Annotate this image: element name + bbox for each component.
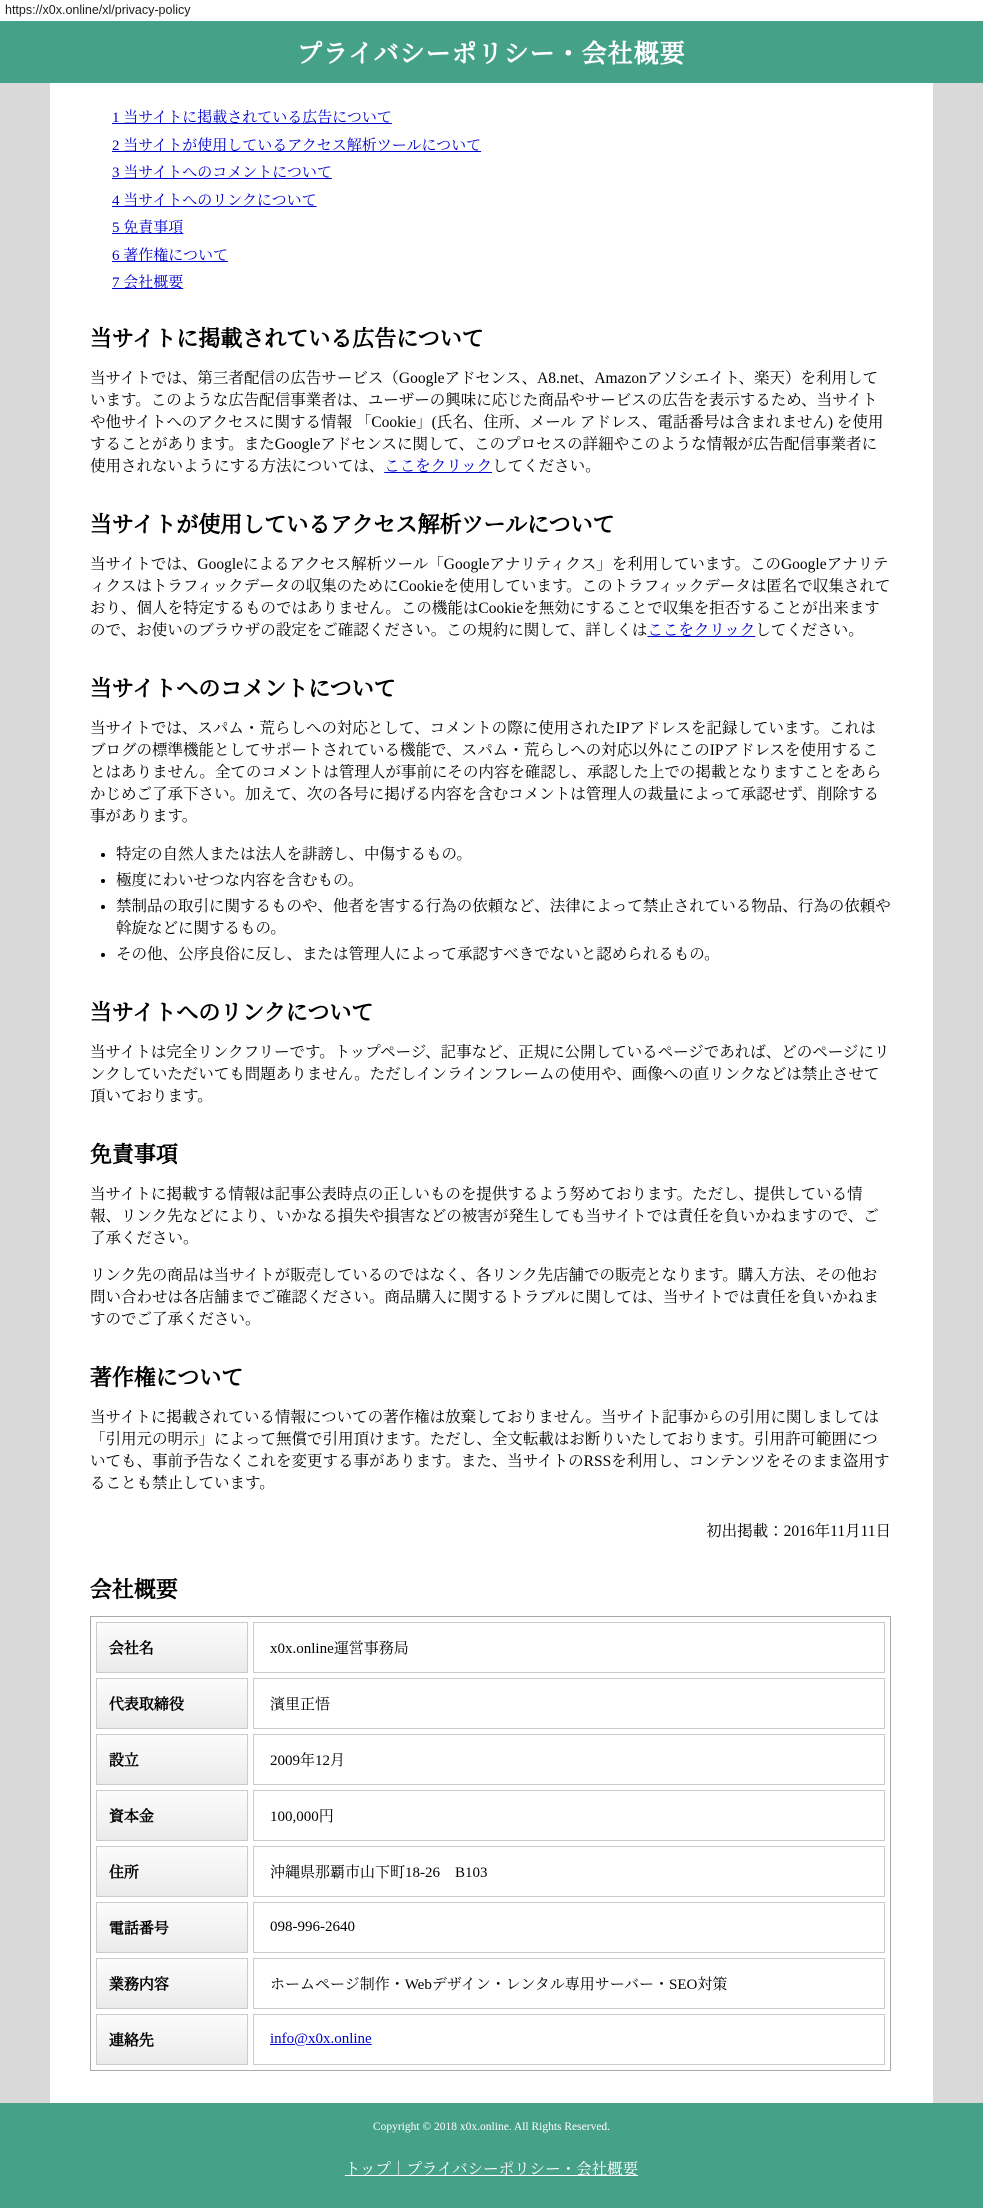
table-row — [96, 1846, 885, 1897]
body-text: してください。 — [492, 458, 601, 475]
list-item: • 禁制品の取引に関するものや、他者を害する行為の依頼など、法律によって禁止されている物品、行為の依頼や斡旋などに関するもの。 — [116, 896, 891, 940]
body-text: 当サイトでは、第三者配信の広告サービス（Googleアドセンス、A8.net、Amazonアソシエイト、楽天）を利用しています。このような広告配信事業者は、ユーザーの興味に応じた商品やサービスの広告を表示するため、当サイトや他サイトへのアクセスに関する情報 「Cookie」(氏名、住所、メール アドレス、電話番号は含まれません) を使用することがあります。またGoogleアドセンスに関して、このプロセスの詳細やこのような情報が広告配信事業者に使用されないようにする方法については、 — [90, 370, 884, 475]
section-copyright-heading: 著作権について — [90, 1365, 244, 1390]
comment-rules-list — [90, 844, 891, 966]
list-item: • 極度にわいせつな内容を含むもの。 — [116, 870, 891, 892]
section-ads-heading: 当サイトに掲載されている広告について — [90, 326, 485, 351]
company-ceo-label: 代表取締役 — [96, 1678, 248, 1729]
footer-nav — [0, 2159, 983, 2181]
page-header — [0, 21, 983, 83]
first-published-date: 初出掲載：2016年11月11日 — [706, 1523, 891, 1540]
section-analytics-body — [90, 554, 891, 642]
toc-link-analytics[interactable]: 2 当サイトが使用しているアクセス解析ツールについて — [112, 137, 482, 154]
toc-link-disclaimer[interactable]: 5 免責事項 — [112, 220, 184, 236]
table-of-contents — [90, 109, 891, 292]
toc-item — [112, 274, 891, 292]
company-phone-label: 電話番号 — [96, 1902, 248, 1953]
company-contact-label: 連絡先 — [96, 2014, 248, 2065]
toc-link-comments[interactable]: 3 当サイトへのコメントについて — [112, 165, 332, 181]
toc-link-copyright[interactable]: 6 著作権について — [112, 247, 228, 264]
company-info-table — [90, 1616, 891, 2071]
company-business-label: 業務内容 — [96, 1958, 248, 2009]
section-disclaimer-body2: リンク先の商品は当サイトが販売しているのではなく、各リンク先店舗での販売となります。購入方法、その他お問い合わせは各店舗までご確認ください。商品購入に関するトラブルに関しては、当サイトでは責任を負いかねますのでご了承ください。 — [90, 1267, 879, 1328]
company-ceo-value: 濱里正悟 — [253, 1678, 885, 1729]
section-ads — [90, 322, 891, 478]
toc-link-company[interactable]: 7 会社概要 — [112, 275, 184, 291]
table-row — [96, 1902, 885, 1953]
company-name-label: 会社名 — [96, 1622, 248, 1673]
toc-item — [112, 192, 891, 210]
footer-nav-separator: ｜ — [390, 2160, 407, 2178]
company-address-value: 沖縄県那覇市山下町18-26 B103 — [253, 1846, 885, 1897]
section-company — [90, 1573, 891, 2071]
table-row — [96, 1958, 885, 2009]
company-phone-value: 098-996-2640 — [253, 1902, 885, 1953]
toc-item — [112, 137, 891, 155]
footer-link-top[interactable]: トップ — [344, 2160, 391, 2178]
list-item: • その他、公序良俗に反し、または管理人によって承認すべきでないと認められるもの。 — [116, 944, 891, 966]
toc-item — [112, 247, 891, 265]
page-footer — [0, 2103, 983, 2208]
toc-item — [112, 109, 891, 127]
section-disclaimer-body1: 当サイトに掲載する情報は記事公表時点の正しいものを提供するよう努めております。ただし、提供している情報、リンク先などにより、いかなる損失や損害などの被害が発生しても当サイトでは責任を負いかねますので、ご了承ください。 — [90, 1186, 879, 1247]
table-row — [96, 1734, 885, 1785]
section-disclaimer-heading: 免責事項 — [90, 1142, 179, 1167]
company-contact-value — [253, 2014, 885, 2065]
copyright-notice: Copyright © 2018 x0x.online. All Rights Reserved. — [372, 2121, 611, 2133]
ads-optout-link[interactable]: ここをクリック — [384, 458, 493, 475]
page-title: プライバシーポリシー・会社概要 — [297, 40, 686, 68]
section-analytics — [90, 508, 891, 642]
body-text: してください。 — [755, 622, 864, 639]
list-item: • 特定の自然人または法人を誹謗し、中傷するもの。 — [116, 844, 891, 866]
company-founded-label: 設立 — [96, 1734, 248, 1785]
content-area — [50, 83, 933, 2103]
section-analytics-heading: 当サイトが使用しているアクセス解析ツールについて — [90, 512, 615, 537]
footer-link-privacy-policy[interactable]: プライバシーポリシー・会社概要 — [406, 2160, 639, 2178]
section-copyright-body: 当サイトに掲載されている情報についての著作権は放棄しておりません。当サイト記事からの引用に関しましては「引用元の明示」によって無償で引用頂けます。ただし、全文転載はお断りいたしております。引用許可範囲についても、事前予告なくこれを変更する事があります。また、当サイトのRSSを利用し、コンテンツをそのまま盗用することも禁止しています。 — [90, 1409, 890, 1492]
table-row — [96, 1622, 885, 1673]
section-links-heading: 当サイトへのリンクについて — [90, 1000, 374, 1025]
toc-link-links[interactable]: 4 当サイトへのリンクについて — [112, 192, 317, 209]
section-links-body: 当サイトは完全リンクフリーです。トップページ、記事など、正規に公開しているページであれば、どのページにリンクしていただいても問題ありません。ただしインラインフレームの使用や、画像への直リンクなどは禁止させて頂いております。 — [90, 1044, 890, 1105]
company-address-label: 住所 — [96, 1846, 248, 1897]
table-row — [96, 2014, 885, 2065]
body-text: 当サイトでは、Googleによるアクセス解析ツール「Googleアナリティクス」を利用しています。このGoogleアナリティクスはトラフィックデータの収集のためにCookieを使用しています。このトラフィックデータは匿名で収集されており、個人を特定するものではありません。この機能はCookieを無効にすることで収集を拒否することが出来ますので、お使いのブラウザの設定をご確認ください。この規約に関して、詳しくは — [90, 556, 891, 639]
company-capital-value: 100,000円 — [253, 1790, 885, 1841]
company-name-value: x0x.online運営事務局 — [253, 1622, 885, 1673]
section-ads-body — [90, 368, 891, 478]
section-comments-heading: 当サイトへのコメントについて — [90, 676, 397, 701]
section-disclaimer — [90, 1138, 891, 1331]
section-company-heading: 会社概要 — [90, 1577, 179, 1602]
browser-url: https://x0x.online/xl/privacy-policy — [0, 0, 983, 21]
company-capital-label: 資本金 — [96, 1790, 248, 1841]
company-business-value: ホームページ制作・Webデザイン・レンタル専用サーバー・SEO対策 — [253, 1958, 885, 2009]
section-links — [90, 996, 891, 1108]
table-row — [96, 1678, 885, 1729]
toc-link-ads[interactable]: 1 当サイトに掲載されている広告について — [112, 110, 392, 126]
section-comments — [90, 672, 891, 966]
contact-email-link[interactable]: info@x0x.online — [270, 2031, 372, 2047]
section-copyright — [90, 1361, 891, 1543]
toc-item — [112, 164, 891, 182]
analytics-terms-link[interactable]: ここをクリック — [647, 622, 756, 639]
toc-item — [112, 219, 891, 237]
company-founded-value: 2009年12月 — [253, 1734, 885, 1785]
section-comments-body: 当サイトでは、スパム・荒らしへの対応として、コメントの際に使用されたIPアドレスを記録しています。これはブログの標準機能としてサポートされている機能で、スパム・荒らしへの対応以外にこのIPアドレスを使用することはありません。全てのコメントは管理人が事前にその内容を確認し、承認した上での掲載となりますことをあらかじめご了承下さい。加えて、次の各号に掲げる内容を含むコメントは管理人の裁量によって承認せず、削除する事があります。 — [90, 720, 882, 825]
table-row — [96, 1790, 885, 1841]
